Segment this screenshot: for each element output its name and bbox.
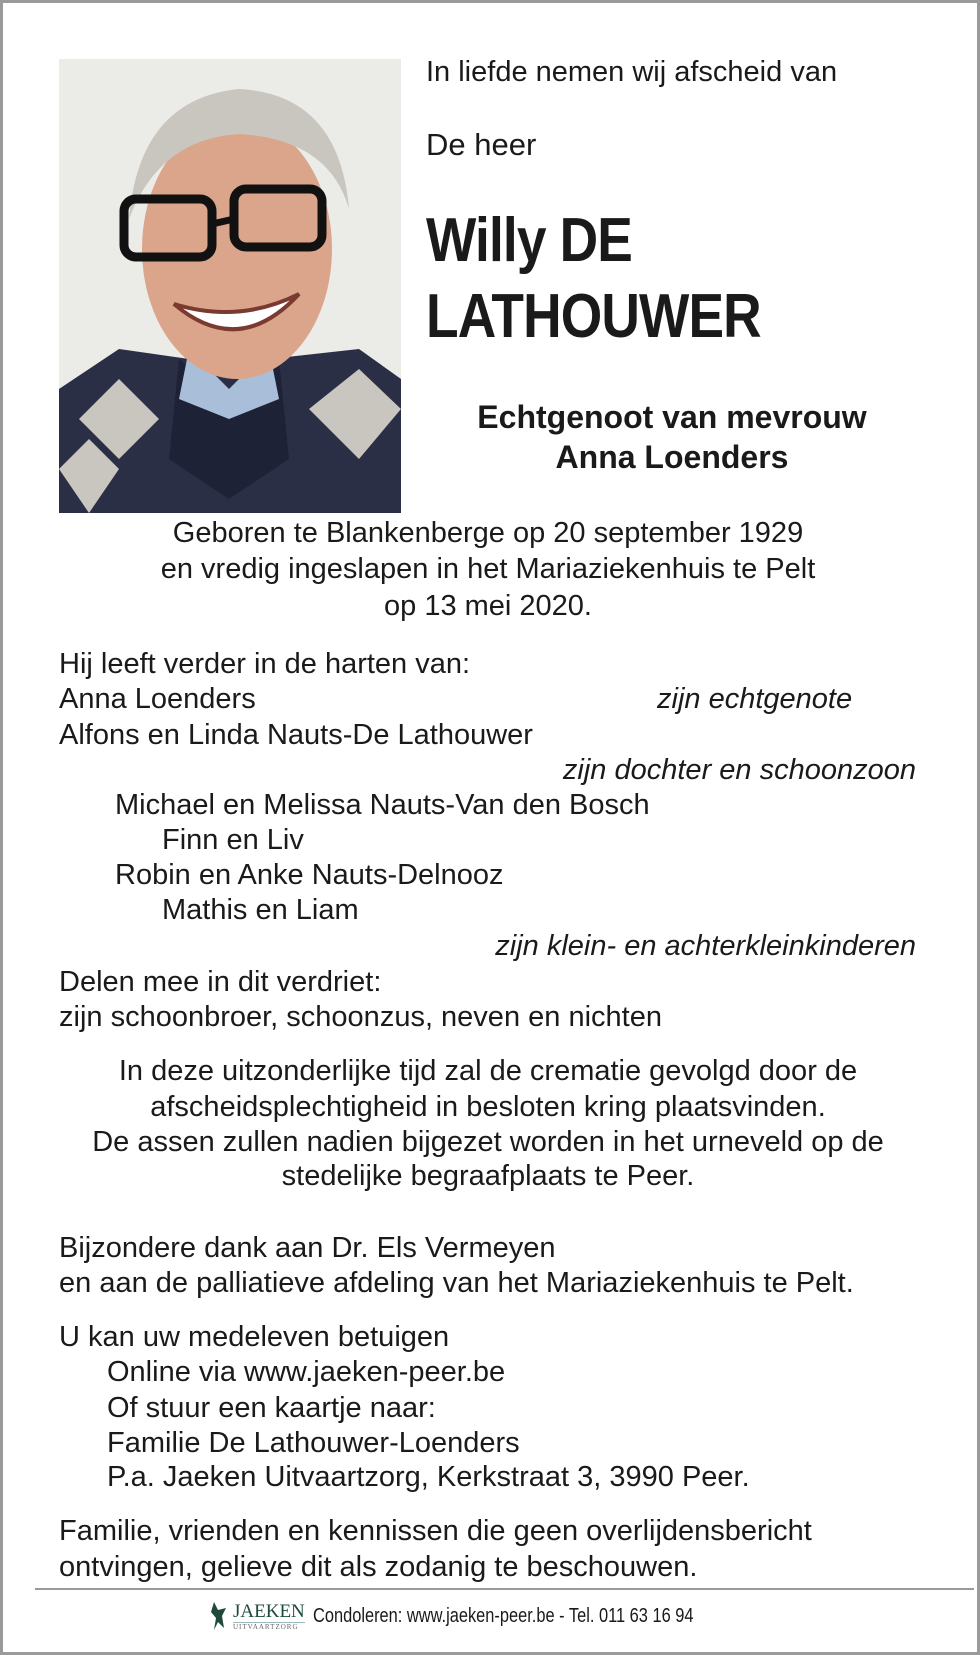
deceased-name-line1: Willy DE xyxy=(426,206,632,275)
jaeken-logo xyxy=(210,1600,305,1632)
family-role: zijn dochter en schoonzoon xyxy=(562,754,916,786)
family-member: Alfons en Linda Nauts-De Lathouwer xyxy=(59,719,533,751)
condolence-line: Of stuur een kaartje naar: xyxy=(107,1392,436,1424)
spouse-line1: Echtgenoot van mevrouw xyxy=(477,399,867,435)
closing-line: Familie, vrienden en kennissen die geen overlijdensbericht xyxy=(59,1515,812,1547)
thanks-line: Bijzondere dank aan Dr. Els Vermeyen xyxy=(59,1232,556,1264)
family-member: Robin en Anke Nauts-Delnooz xyxy=(115,859,504,891)
family-member: Anna Loenders xyxy=(59,683,256,715)
title-text: De heer xyxy=(426,127,537,162)
ceremony-line: In deze uitzonderlijke tijd zal de crematie gevolgd door de xyxy=(118,1055,858,1087)
logo-name: JAEKEN xyxy=(233,1600,305,1622)
share-heading: Delen mee in dit verdriet: xyxy=(59,966,382,998)
closing-line: ontvingen, gelieve dit als zodanig te beschouwen. xyxy=(59,1551,698,1583)
family-member: Michael en Melissa Nauts-Van den Bosch xyxy=(115,789,650,821)
birth-line: op 13 mei 2020. xyxy=(384,590,592,622)
ceremony-line: stedelijke begraafplaats te Peer. xyxy=(281,1160,695,1192)
divider xyxy=(35,1588,974,1590)
family-member: Finn en Liv xyxy=(162,824,304,856)
birth-line: en vredig ingeslapen in het Mariaziekenhuis te Pelt xyxy=(160,553,816,585)
family-role: zijn klein- en achterkleinkinderen xyxy=(495,930,916,962)
share-list: zijn schoonbroer, schoonzus, neven en nichten xyxy=(59,1001,662,1033)
footer xyxy=(210,1598,777,1634)
ceremony-line: afscheidsplechtigheid in besloten kring plaatsvinden. xyxy=(150,1091,826,1123)
footer-contact: Condoleren: www.jaeken-peer.be - Tel. 011 63 16 94 xyxy=(312,1604,694,1627)
condolence-line: U kan uw medeleven betuigen xyxy=(59,1321,450,1353)
family-member: Mathis en Liam xyxy=(162,894,359,926)
condolence-line: P.a. Jaeken Uitvaartzorg, Kerkstraat 3, 3990 Peer. xyxy=(107,1461,750,1493)
intro-text: In liefde nemen wij afscheid van xyxy=(426,56,838,88)
thanks-line: en aan de palliatieve afdeling van het Mariaziekenhuis te Pelt. xyxy=(59,1267,854,1299)
ceremony-line: De assen zullen nadien bijgezet worden in het urneveld op de xyxy=(92,1126,884,1158)
family-heading: Hij leeft verder in de harten van: xyxy=(59,648,471,680)
family-role: zijn echtgenote xyxy=(657,683,853,715)
condolence-line: Familie De Lathouwer-Loenders xyxy=(107,1427,520,1459)
logo-subtitle: UITVAARTZORG xyxy=(233,1622,299,1631)
spouse-line2: Anna Loenders xyxy=(555,439,789,475)
portrait-photo xyxy=(59,59,401,513)
bird-icon xyxy=(210,1600,230,1632)
deceased-name-line2: LATHOUWER xyxy=(426,282,761,351)
birth-line: Geboren te Blankenberge op 20 september 1929 xyxy=(172,517,804,549)
condolence-line: Online via www.jaeken-peer.be xyxy=(107,1356,506,1388)
